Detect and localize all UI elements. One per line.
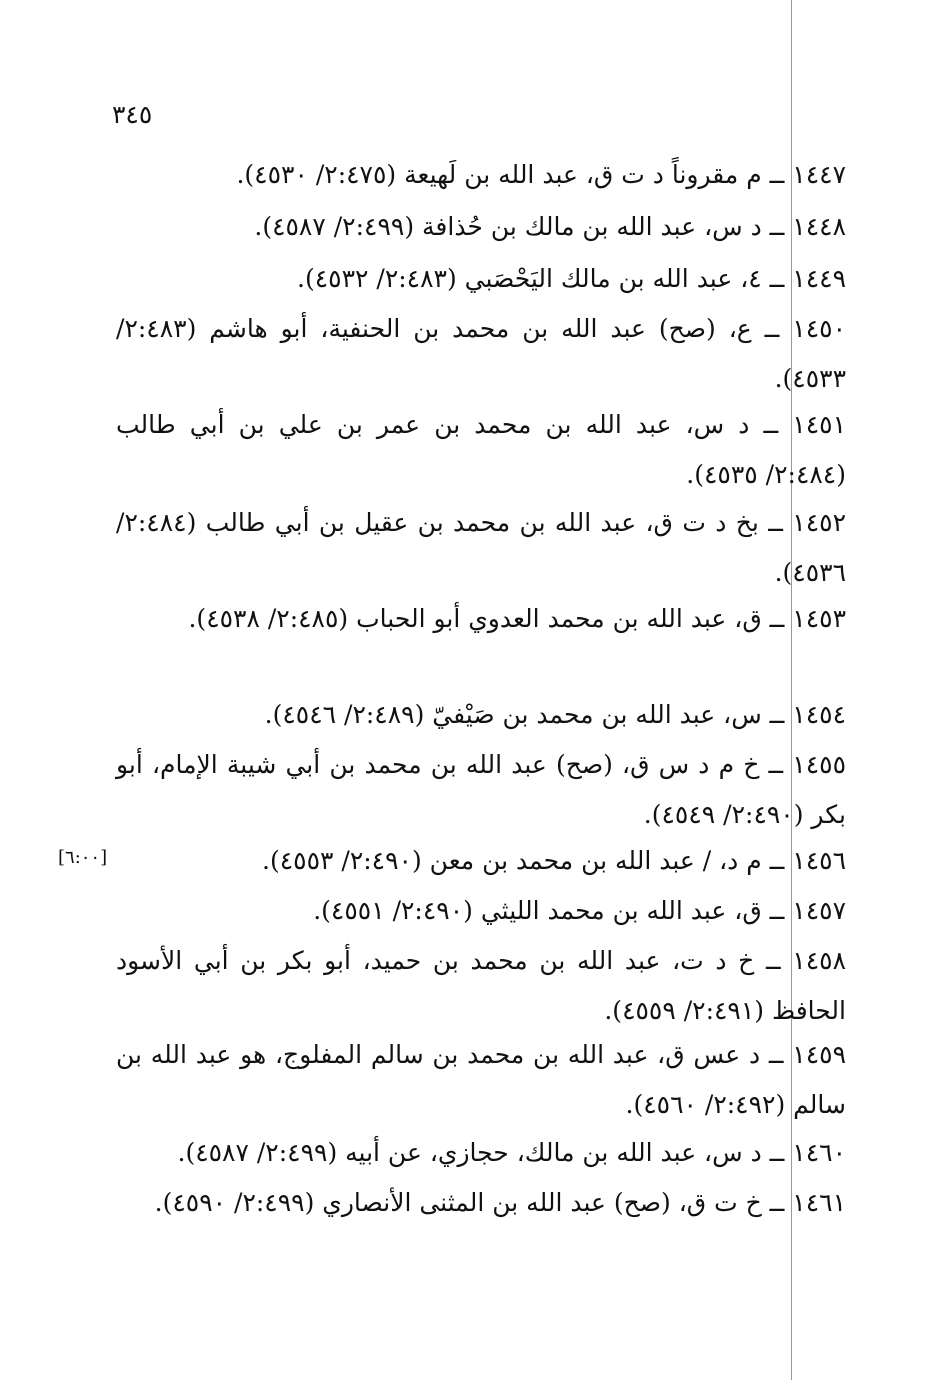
entry-1451: ١٤٥١ ــ د س، عبد الله بن محمد بن عمر بن علي بن أبي طالب (٢:٤٨٤/ ٤٥٣٥). [116, 410, 846, 489]
margin-reference-note: [٦:٠٠] [58, 847, 108, 868]
entry-1458: ١٤٥٨ ــ خ د ت، عبد الله بن محمد بن حميد، أبو بكر بن أبي الأسود الحافظ (٢:٤٩١/ ٤٥٥٩). [116, 946, 846, 1025]
entry-1448: ١٤٤٨ ــ د س، عبد الله بن مالك بن حُذافة (٢:٤٩٩/ ٤٥٨٧). [254, 212, 846, 241]
entry-1454: ١٤٥٤ ــ س، عبد الله بن محمد بن صَيْفيّ (٢:٤٨٩/ ٤٥٤٦). [264, 700, 846, 729]
entry-1460: ١٤٦٠ ــ د س، عبد الله بن مالك، حجازي، عن أبيه (٢:٤٩٩/ ٤٥٨٧). [177, 1138, 846, 1167]
entry-1457: ١٤٥٧ ــ ق، عبد الله بن محمد الليثي (٢:٤٩٠/ ٤٥٥١). [313, 896, 846, 925]
entry-1456: ١٤٥٦ ــ م د، / عبد الله بن محمد بن معن (٢:٤٩٠/ ٤٥٥٣). [262, 846, 846, 875]
entry-1455: ١٤٥٥ ــ خ م د س ق، (صح) عبد الله بن محمد بن أبي شيبة الإمام، أبو بكر (٢:٤٩٠/ ٤٥٤٩). [116, 750, 846, 829]
entry-1453: ١٤٥٣ ــ ق، عبد الله بن محمد العدوي أبو الحباب (٢:٤٨٥/ ٤٥٣٨). [188, 604, 846, 633]
entry-1461: ١٤٦١ ــ خ ت ق، (صح) عبد الله بن المثنى الأنصاري (٢:٤٩٩/ ٤٥٩٠). [154, 1188, 846, 1217]
page-number: ٣٤٥ [112, 100, 153, 129]
entry-1447: ١٤٤٧ ــ م مقروناً د ت ق، عبد الله بن لَهيعة (٢:٤٧٥/ ٤٥٣٠). [236, 160, 846, 189]
entry-1452: ١٤٥٢ ــ بخ د ت ق، عبد الله بن محمد بن عقيل بن أبي طالب (٢:٤٨٤/ ٤٥٣٦). [116, 508, 846, 587]
entry-1449: ١٤٤٩ ــ ٤، عبد الله بن مالك اليَحْصَبي (٢:٤٨٣/ ٤٥٣٢). [297, 264, 846, 293]
entry-1459: ١٤٥٩ ــ د عس ق، عبد الله بن محمد بن سالم المفلوج، هو عبد الله بن سالم (٢:٤٩٢/ ٤٥٦٠). [116, 1040, 846, 1119]
entry-1450: ١٤٥٠ ــ ع، (صح) عبد الله بن محمد بن الحنفية، أبو هاشم (٢:٤٨٣/ ٤٥٣٣). [116, 314, 846, 393]
